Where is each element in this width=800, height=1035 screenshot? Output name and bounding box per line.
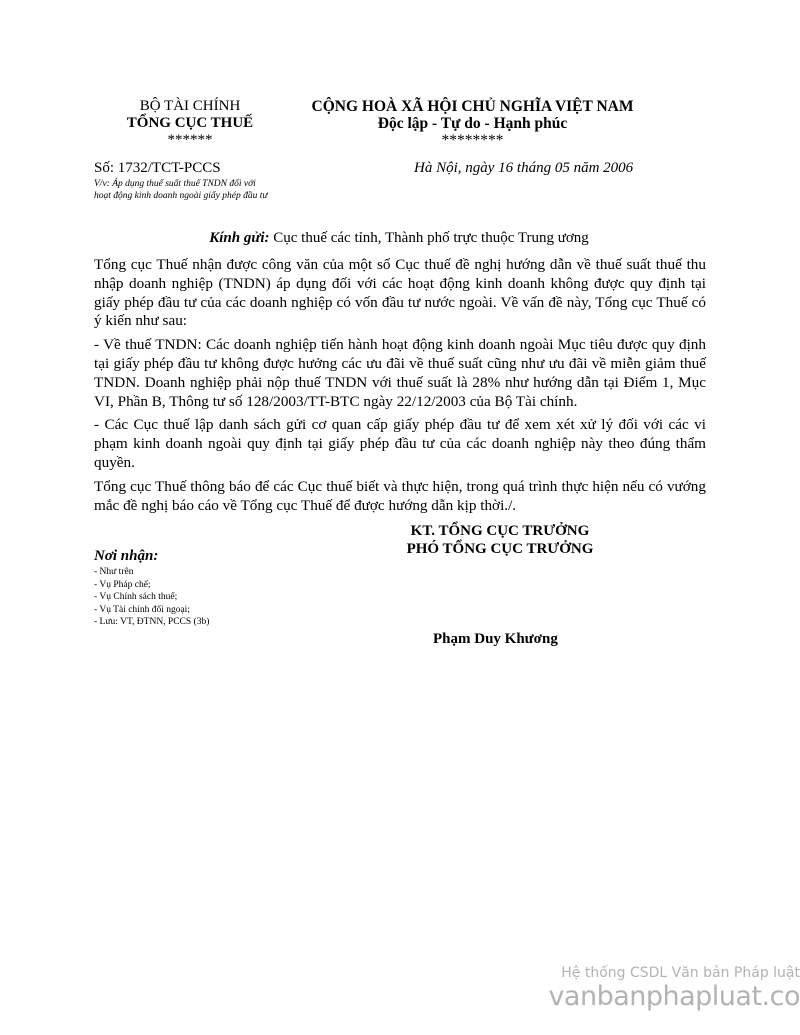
ministry-name: BỘ TÀI CHÍNH bbox=[139, 98, 241, 114]
document-number: Số: 1732/TCT-PCCS bbox=[94, 160, 221, 176]
recipient-item: - Lưu: VT, ĐTNN, PCCS (3b) bbox=[94, 617, 210, 627]
motto: Độc lập - Tự do - Hạnh phúc bbox=[377, 115, 568, 132]
body-paragraph-3: - Các Cục thuế lập danh sách gửi cơ quan cấp giấy phép đầu tư để xem xét xử lý đối với các vi phạm kinh doanh ngoài quy định tại giấy phép đầu tư của các doanh nghiệp này theo đúng thẩm quyền. bbox=[94, 416, 706, 471]
right-stars: ******** bbox=[441, 132, 504, 149]
body-paragraph-4: Tổng cục Thuế thông báo để các Cục thuế biết và thực hiện, trong quá trình thực hiện nếu có vướng mắc đề nghị báo cáo về Tổng cục Thuế để được hướng dẫn kịp thời./. bbox=[94, 477, 706, 514]
recipient-item: - Vụ Tài chính đối ngoại; bbox=[94, 604, 190, 615]
watermark-line-2: vanbanphapluat.co bbox=[548, 981, 800, 1012]
body-paragraph-2: - Về thuế TNDN: Các doanh nghiệp tiến hành hoạt động kinh doanh ngoài Mục tiêu được quy định tại giấy phép đầu tư không được hưởng các ưu đãi về thuế suất cũng như ưu đãi về miễn giảm thuế TNDN. Doanh nghiệp phải nộp thuế TNDN với thuế suất là 28% như hướng dẫn tại Điểm 1, Mục VI, Phần B, Thông tư số 128/2003/TT-BTC ngày 22/12/2003 của Bộ Tài chính. bbox=[94, 336, 706, 410]
recipient-item: - Như trên bbox=[94, 567, 134, 577]
watermark bbox=[540, 964, 800, 1012]
header-right bbox=[300, 98, 645, 149]
signature-title-1: KT. TỔNG CỤC TRƯỞNG bbox=[410, 523, 590, 539]
document-subject bbox=[94, 178, 314, 202]
recipients-title: Nơi nhận: bbox=[94, 548, 159, 564]
watermark-line-1: Hệ thống CSDL Văn bản Pháp luật bbox=[561, 965, 800, 981]
recipient-label: Kính gửi: bbox=[209, 230, 270, 246]
recipient-item: - Vụ Pháp chế; bbox=[94, 579, 151, 590]
recipients-list bbox=[94, 548, 294, 629]
recipient-text: Cục thuế các tỉnh, Thành phố trực thuộc Trung ương bbox=[269, 230, 589, 246]
header-left bbox=[90, 98, 290, 149]
subject-line-1: V/v: Áp dụng thuế suất thuế TNDN đối với bbox=[94, 179, 256, 189]
subject-line-2: hoạt động kinh doanh ngoài giấy phép đầu tư bbox=[94, 191, 268, 201]
country-name: CỘNG HOÀ XÃ HỘI CHỦ NGHĨA VIỆT NAM bbox=[311, 98, 634, 115]
signature-block bbox=[390, 522, 610, 558]
signer-name: Phạm Duy Khương bbox=[433, 631, 558, 647]
document-body bbox=[94, 256, 706, 520]
recipient-line bbox=[94, 230, 704, 247]
signature-title-2: PHÓ TỔNG CỤC TRƯỞNG bbox=[406, 541, 594, 557]
recipient-item: - Vụ Chính sách thuế; bbox=[94, 592, 178, 602]
body-paragraph-1: Tổng cục Thuế nhận được công văn của một số Cục thuế đề nghị hướng dẫn về thuế suất thuế thu nhập doanh nghiệp (TNDN) áp dụng đối với các hoạt động kinh doanh không được quy định tại giấy phép đầu tư của các doanh nghiệp có vốn đầu tư nước ngoài. Về vấn đề này, Tổng cục Thuế có ý kiến như sau: bbox=[94, 256, 706, 330]
left-stars: ****** bbox=[167, 132, 213, 148]
document-date: Hà Nội, ngày 16 tháng 05 năm 2006 bbox=[414, 160, 634, 176]
department-name: TỔNG CỤC THUẾ bbox=[126, 115, 254, 131]
